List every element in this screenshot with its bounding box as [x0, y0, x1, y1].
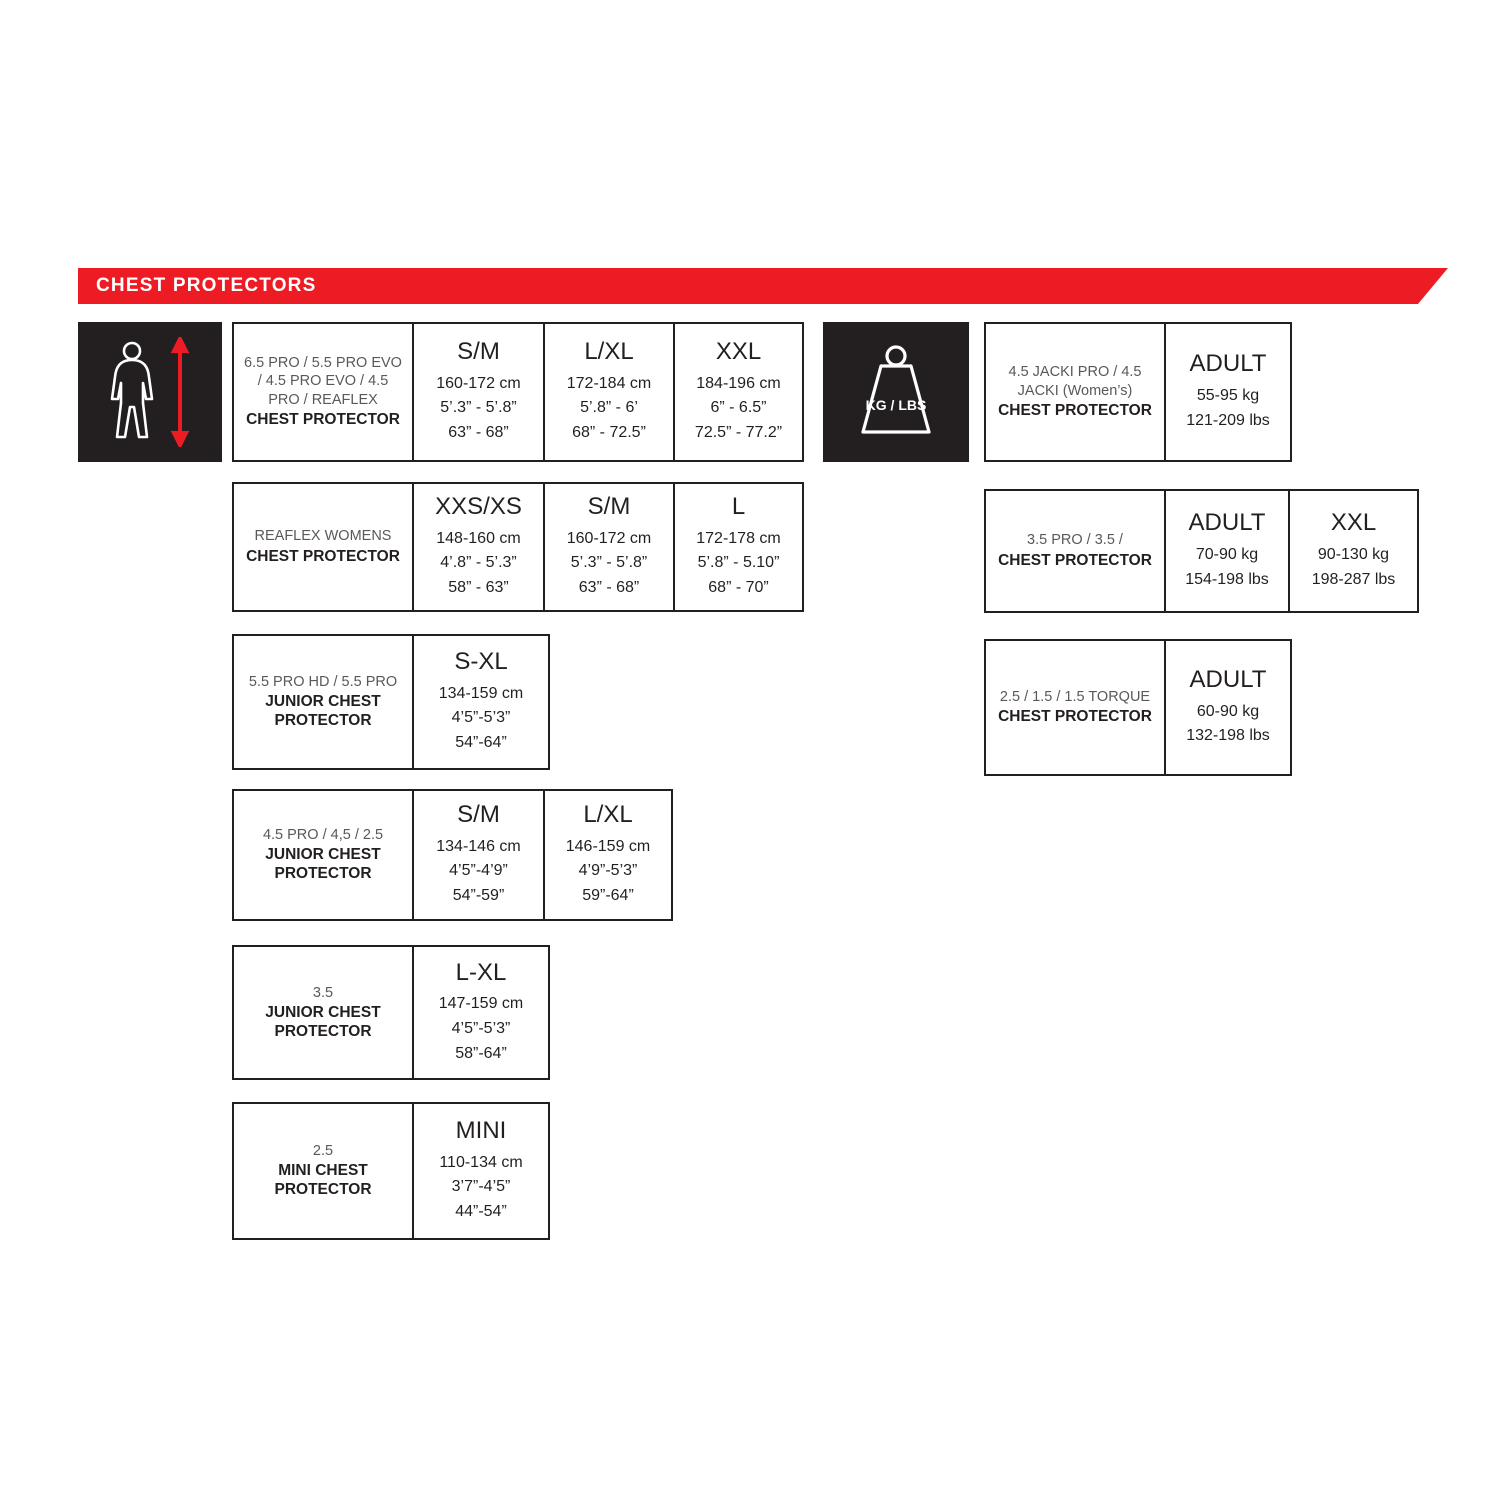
size-table-junior-55-pro — [232, 634, 550, 770]
size-table-junior-45-pro — [232, 789, 673, 921]
height-figure-icon — [90, 337, 210, 447]
size-cell: S/M 160-172 cm 5’.3” - 5’.8” 63” - 68” — [414, 324, 545, 460]
size-table-35-pro — [984, 489, 1419, 613]
body-height-icon — [78, 322, 222, 462]
size-cell: L-XL 147-159 cm 4’5”-5’3” 58”-64” — [438, 958, 524, 1062]
size-cell: MINI 110-134 cm 3’7”-4’5” 44”-54” — [439, 1117, 523, 1221]
weight-scale-icon — [837, 340, 955, 444]
weight-kg-lbs-icon — [823, 322, 969, 462]
size-cell: S-XL 134-159 cm 4’5”-5’3” 54”-64” — [438, 648, 524, 752]
size-cell: XXS/XS 148-160 cm 4’.8” - 5’.3” 58” - 63” — [414, 484, 545, 610]
size-cell: L/XL 172-184 cm 5’.8” - 6’ 68” - 72.5” — [545, 324, 675, 460]
size-cell: S/M 160-172 cm 5’.3” - 5’.8” 63” - 68” — [545, 484, 675, 610]
size-table-reaflex-womens — [232, 482, 804, 612]
table-row-label: 3.5 JUNIOR CHEST PROTECTOR — [234, 947, 414, 1078]
table-row-label: 5.5 PRO HD / 5.5 PRO JUNIOR CHEST PROTECTOR — [234, 636, 414, 768]
table-row-label: REAFLEX WOMENS CHEST PROTECTOR — [234, 484, 414, 610]
size-cell: ADULT 55-95 kg 121-209 lbs — [1186, 350, 1270, 429]
size-table-jacki-pro-womens — [984, 322, 1292, 462]
table-row-label: 6.5 PRO / 5.5 PRO EVO / 4.5 PRO EVO / 4.5 PRO / REAFLEX CHEST PROTECTOR — [234, 324, 414, 460]
section-title: CHEST PROTECTORS — [96, 275, 317, 296]
size-table-25-15-torque — [984, 639, 1292, 776]
size-cell: L/XL 146-159 cm 4’9”-5’3” 59”-64” — [565, 801, 651, 905]
table-row-label: 2.5 / 1.5 / 1.5 TORQUE CHEST PROTECTOR — [986, 641, 1166, 774]
size-cell: XXL 184-196 cm 6” - 6.5” 72.5” - 77.2” — [694, 338, 783, 442]
svg-text:KG / LBS: KG / LBS — [865, 397, 927, 413]
table-row-label: 4.5 JACKI PRO / 4.5 JACKI (Women’s) CHEST PROTECTOR — [986, 324, 1166, 460]
table-row-label: 3.5 PRO / 3.5 / CHEST PROTECTOR — [986, 491, 1166, 611]
size-cell: L 172-178 cm 5’.8” - 5.10” 68” - 70” — [696, 493, 781, 597]
size-cell: XXL 90-130 kg 198-287 lbs — [1311, 509, 1396, 588]
size-table-chest-protector-adult — [232, 322, 804, 462]
size-cell: ADULT 70-90 kg 154-198 lbs — [1166, 491, 1290, 611]
section-banner — [78, 268, 1448, 304]
size-cell: ADULT 60-90 kg 132-198 lbs — [1186, 665, 1270, 745]
table-row-label: 4.5 PRO / 4,5 / 2.5 JUNIOR CHEST PROTECTOR — [234, 791, 414, 919]
size-table-mini-25 — [232, 1102, 550, 1240]
table-row-label: 2.5 MINI CHEST PROTECTOR — [234, 1104, 414, 1238]
size-cell: S/M 134-146 cm 4’5”-4’9” 54”-59” — [414, 791, 545, 919]
size-table-junior-35 — [232, 945, 550, 1080]
